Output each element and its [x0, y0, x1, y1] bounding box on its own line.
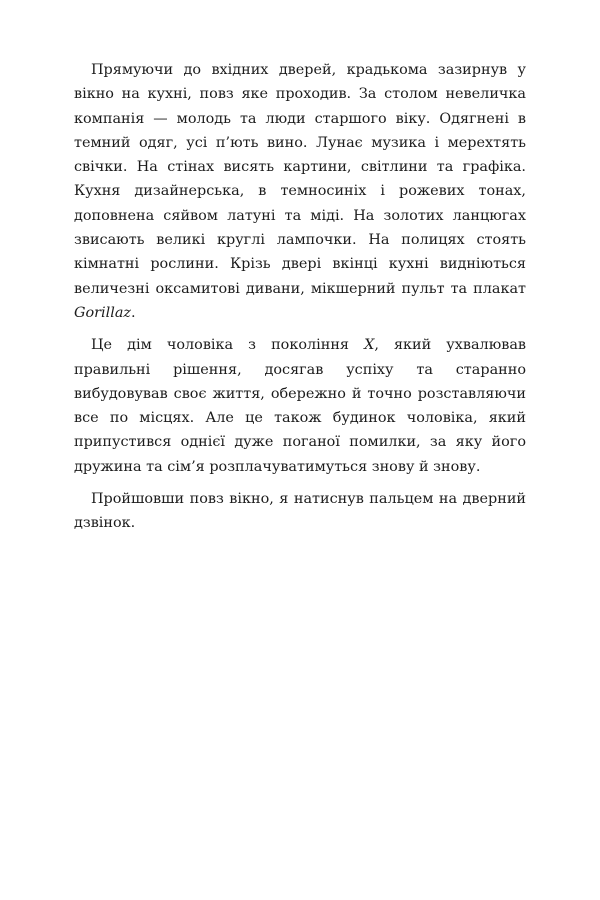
paragraph-2-text: , який ухвалював правильні рішення, досягав успіху та старанно вибудовував своє життя, обережно й точно розставляючи все по місцях. Але це також будинок чоловіка, який припустився однієї дуже поганої помилки, за яку його дружина та сім’я розплачуватимуться знову й знову. [74, 337, 527, 475]
generation-emphasis: X [364, 337, 375, 354]
paragraph-3-text: Пройшовши повз вікно, я натиснув пальцем на дверний дзвінок. [74, 491, 526, 532]
band-name-emphasis: Gorillaz [74, 304, 132, 321]
paragraph-3 [74, 487, 526, 536]
paragraph-2-start: Це дім чоловіка з покоління [91, 337, 365, 354]
body-text [74, 58, 526, 544]
paragraph-1-end: . [131, 304, 136, 321]
paragraph-2 [74, 333, 526, 479]
paragraph-1-text: Прямуючи до вхідних дверей, крадькома зазирнув у вікно на кухні, повз яке проходив. За столом невеличка компанія — молодь та люди старшого віку. Одягнені в темний одяг, усі п’ють вино. Лунає музика і мерехтять свічки. На стінах висять картини, світлини та графіка. Кухня дизайнерська, в темносиніх і рожевих тонах, доповнена сяйвом латуні та міді. На золотих ланцюгах звисають великі круглі лампочки. На полицях стоять кімнатні рослини. Крізь двері вкінці кухні видніються величезні оксамитові дивани, мікшерний пульт та плакат [74, 62, 526, 297]
paragraph-1 [74, 58, 526, 325]
